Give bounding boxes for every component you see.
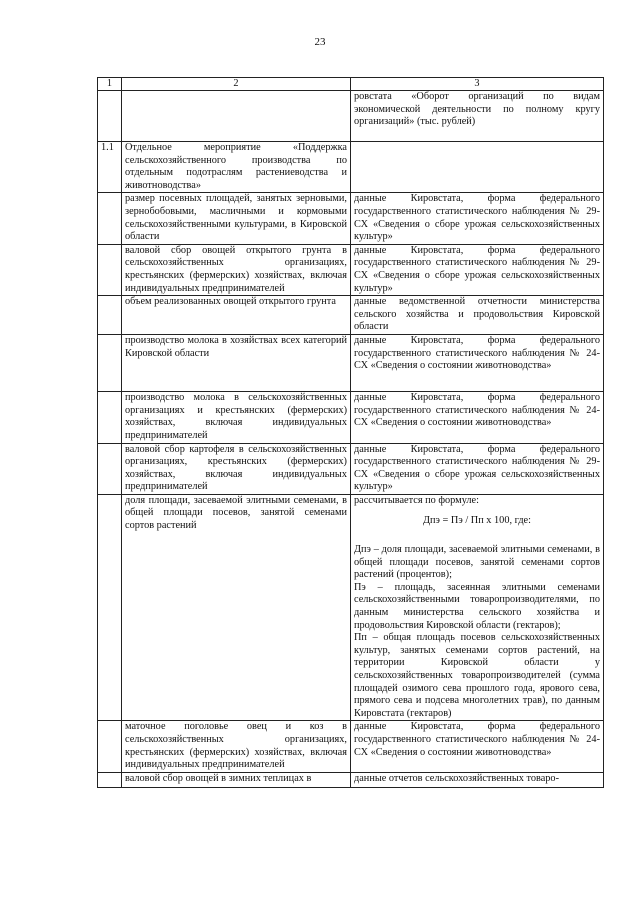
table-row	[98, 91, 604, 142]
indicator-cell: объем реализованных овощей открытого грунта	[122, 296, 351, 335]
table-row	[98, 193, 604, 244]
indicator-cell: валовой сбор овощей открытого грунта в сельскохозяйственных организациях, крестьянских (фермерских) хозяйствах, включая индивидуальных предпринимателей	[122, 244, 351, 295]
table-row	[98, 335, 604, 392]
continuation-cell: ровстата «Оборот организаций по видам экономической деятельности по полному кругу организаций» (тыс. рублей)	[351, 91, 604, 142]
table-row	[98, 244, 604, 295]
formula: Дпэ = Пэ / Пп х 100, где:	[423, 515, 531, 527]
section-title: Отдельное мероприятие «Поддержка сельскохозяйственного производства по отдельным подотраслям растениеводства и животноводства»	[122, 142, 351, 193]
table-row	[98, 721, 604, 772]
indicator-cell: производство молока в хозяйствах всех категорий Кировской области	[122, 335, 351, 392]
page-number: 23	[314, 36, 326, 48]
formula-definition: Пэ – площадь, засеянная элитными семенами сельскохозяйственными товаропроизводителями, по данным министерства сельского хозяйства и продовольствия Кировской области (гектаров);	[354, 581, 600, 631]
formula-definition: Пп – общая площадь посевов сельскохозяйственных культур, занятых семенами сортов растений, на территории Кировской области у сельскохозяйственных товаропроизводителей (сумма площадей озимого сева прошлого года, ярового сева, прямого сева и подсева многолетних трав), по данным Кировстата (гектаров)	[354, 632, 600, 719]
source-cell: данные Кировстата, форма федерального государственного статистического наблюдения № 29-СХ «Сведения о сборе урожая сельскохозяйственных культур»	[351, 193, 604, 244]
table-row	[98, 772, 604, 787]
formula-intro: рассчитывается по формуле:	[354, 494, 479, 506]
indicators-table	[97, 77, 604, 788]
table-row	[98, 443, 604, 494]
source-cell: данные Кировстата, форма федерального государственного статистического наблюдения № 24-СХ «Сведения о состоянии животноводства»	[351, 721, 604, 772]
indicator-cell: маточное поголовье овец и коз в сельскохозяйственных организациях, крестьянских (фермерских) хозяйствах, включая индивидуальных предпринимателей	[122, 721, 351, 772]
formula-definition: Дпэ – доля площади, засеваемой элитными семенами, в общей площади посевов, занятой семенами сортов растений (процентов);	[354, 544, 600, 581]
source-cell: данные Кировстата, форма федерального государственного статистического наблюдения № 24-СХ «Сведения о состоянии животноводства»	[351, 335, 604, 392]
indicator-cell: валовой сбор картофеля в сельскохозяйственных организациях, крестьянских (фермерских) хозяйствах, включая индивидуальных предпринимателей	[122, 443, 351, 494]
source-cell: данные Кировстата, форма федерального государственного статистического наблюдения № 29-СХ «Сведения о сборе урожая сельскохозяйственных культур»	[351, 244, 604, 295]
indicator-cell: валовой сбор овощей в зимних теплицах в	[122, 772, 351, 787]
header-col-2: 2	[122, 78, 351, 91]
section-number: 1.1	[98, 142, 122, 193]
section-row	[98, 142, 604, 193]
header-col-3: 3	[351, 78, 604, 91]
source-cell: данные Кировстата, форма федерального государственного статистического наблюдения № 24-СХ «Сведения о состоянии животноводства»	[351, 392, 604, 443]
indicator-cell: производство молока в сельскохозяйственных организациях и крестьянских (фермерских) хозяйствах, включая индивидуальных предпринимателей	[122, 392, 351, 443]
table-row	[98, 392, 604, 443]
source-cell: данные ведомственной отчетности министерства сельского хозяйства и продовольствия Кировской области	[351, 296, 604, 335]
table-row	[98, 296, 604, 335]
formula-row	[98, 494, 604, 721]
indicator-cell: доля площади, засеваемой элитными семенами, в общей площади посевов, занятой семенами сортов растений	[122, 494, 351, 721]
formula-source-cell	[351, 494, 604, 721]
table-header-row	[98, 78, 604, 91]
source-cell: данные отчетов сельскохозяйственных товаро-	[351, 772, 604, 787]
header-col-1: 1	[98, 78, 122, 91]
indicator-cell: размер посевных площадей, занятых зерновыми, зернобобовыми, масличными и кормовыми сельскохозяйственными культурами, в Кировской области	[122, 193, 351, 244]
source-cell: данные Кировстата, форма федерального государственного статистического наблюдения № 29-СХ «Сведения о сборе урожая сельскохозяйственных культур»	[351, 443, 604, 494]
